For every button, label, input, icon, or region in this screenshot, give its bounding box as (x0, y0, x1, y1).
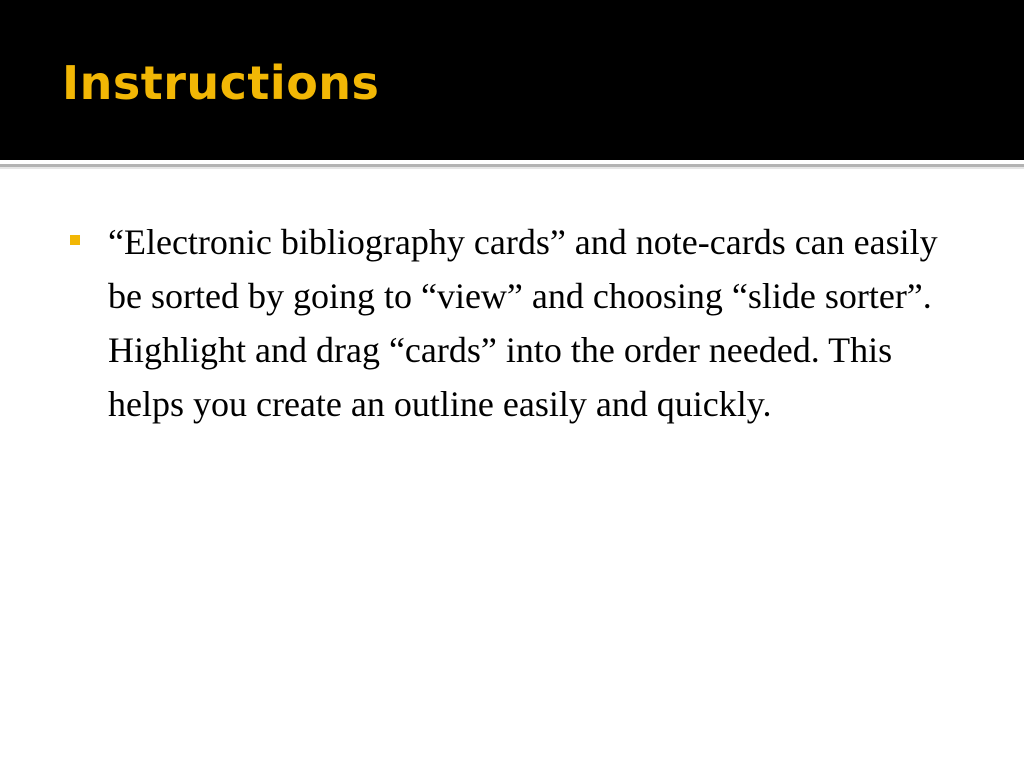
slide-title: Instructions (62, 56, 380, 110)
bullet-item (70, 215, 970, 431)
title-bar (0, 0, 1024, 160)
slide-body (70, 215, 970, 431)
bullet-text: “Electronic bibliography cards” and note-cards can easily be sorted by going to “view” and choosing “slide sorter”. Highlight and drag “cards” into the order needed. This helps you create an outline easily and quickly. (108, 222, 938, 424)
square-bullet-icon (70, 235, 80, 245)
title-divider-shadow (0, 167, 1024, 169)
